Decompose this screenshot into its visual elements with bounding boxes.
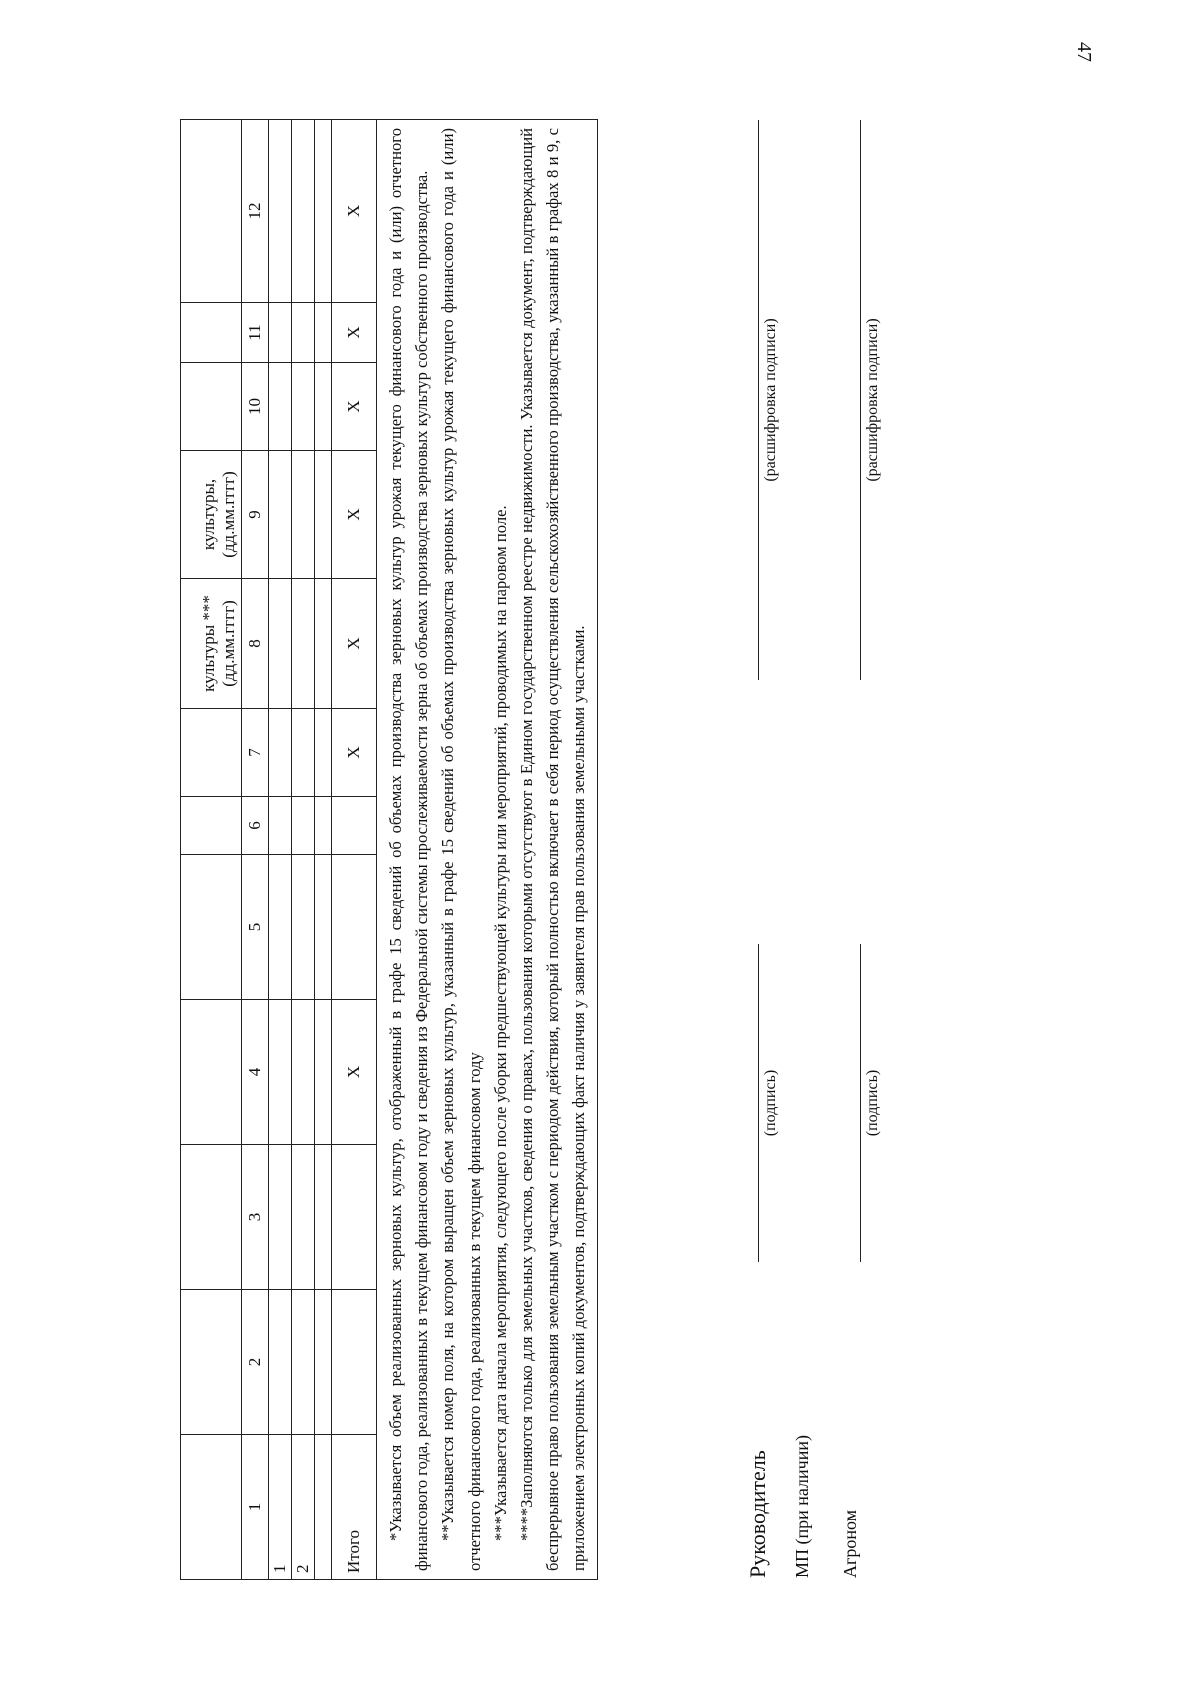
agronomist-label: Агроном [840, 1509, 860, 1578]
column-number: 11 [242, 303, 269, 363]
column-number: 4 [242, 1000, 269, 1145]
head-decoding-caption: (расшифровка подписи) [762, 318, 779, 482]
table-row [292, 120, 315, 1580]
head-signature-line [758, 944, 759, 1262]
agronomist-signature-caption: (подпись) [864, 1069, 881, 1137]
table-row [315, 120, 332, 1580]
header-cell [181, 855, 242, 1000]
head-label: Руководитель [745, 1450, 770, 1578]
header-cell-col-8: культуры *** (дд.мм.гггг) [181, 579, 242, 709]
head-decoding-line [758, 120, 759, 680]
total-mark: X [332, 363, 377, 451]
column-number: 9 [242, 451, 269, 579]
stamp-label: МП (при наличии) [792, 1435, 812, 1578]
header-cell [181, 120, 242, 303]
header-cell [181, 1290, 242, 1435]
footnote-1: *Указывается объем реализованных зерновых культур, отображенный в графе 15 сведений об объемах производства зерновых культур урожая текущего финансового года и (или) отчетного финансового года, реализованных в текущем финансовом году и сведения из Федеральной системы прослеживаемости зерна об объемах производства зерновых культур собственного производства. [386, 128, 432, 1571]
total-label: Итого [332, 1435, 377, 1580]
agronomist-decoding-caption: (расшифровка подписи) [864, 318, 881, 482]
header-cell [181, 303, 242, 363]
total-mark: X [332, 303, 377, 363]
column-number: 8 [242, 579, 269, 709]
header-cell [181, 1435, 242, 1580]
notes-row [377, 120, 598, 1580]
column-number: 12 [242, 120, 269, 303]
row-number: 2 [292, 1435, 315, 1580]
column-number: 6 [242, 797, 269, 855]
table-header-row [181, 120, 242, 1580]
total-mark: X [332, 579, 377, 709]
rotated-sheet [180, 120, 1080, 1580]
column-number: 3 [242, 1145, 269, 1290]
footnote-4: ****Заполняются только для земельных участков, сведения о правах, пользования которыми отсутствуют в Едином государственном реестре недвижимости. Указывается документ, подтверждающий беспрерывное право пользования земельным участком с периодом действия, который полностью включает в себя период осуществления сельскохозяйственного производства, указанный в графах 8 и 9, с приложением электронных копий документов, подтверждающих факт наличия у заявителя прав пользования земельными участками. [517, 128, 589, 1571]
head-signature-caption: (подпись) [762, 1069, 779, 1137]
table-row [269, 120, 292, 1580]
header-cell [181, 797, 242, 855]
row-number: 1 [269, 1435, 292, 1580]
header-cell [181, 709, 242, 797]
header-cell [181, 363, 242, 451]
column-number-row [242, 120, 269, 1580]
total-mark: X [332, 451, 377, 579]
total-mark: X [332, 709, 377, 797]
footnote-2: **Указывается номер поля, на котором выращен объем зерновых культур, указанный в графе 15 сведений об объемах производства зерновых культур урожая текущего финансового года и (или) отчетного финансового года, реализованных в текущем финансовом году [438, 128, 484, 1571]
agronomist-decoding-line [860, 120, 861, 680]
column-number: 7 [242, 709, 269, 797]
header-cell-col-9: культуры, (дд.мм.гггг) [181, 451, 242, 579]
header-cell [181, 1000, 242, 1145]
column-number: 1 [242, 1435, 269, 1580]
column-number: 5 [242, 855, 269, 1000]
notes-cell [377, 120, 598, 1580]
total-mark: X [332, 120, 377, 303]
total-mark: X [332, 1000, 377, 1145]
header-cell [181, 1145, 242, 1290]
column-number: 10 [242, 363, 269, 451]
footnote-3: ***Указывается дата начала мероприятия, следующего после уборки предшествующей культуры или мероприятий, проводимых на паровом поле. [490, 505, 510, 1541]
page-number: 47 [1073, 42, 1095, 62]
agronomist-signature-line [860, 944, 861, 1262]
column-number: 2 [242, 1290, 269, 1435]
data-table [180, 119, 598, 1580]
total-row [332, 120, 377, 1580]
